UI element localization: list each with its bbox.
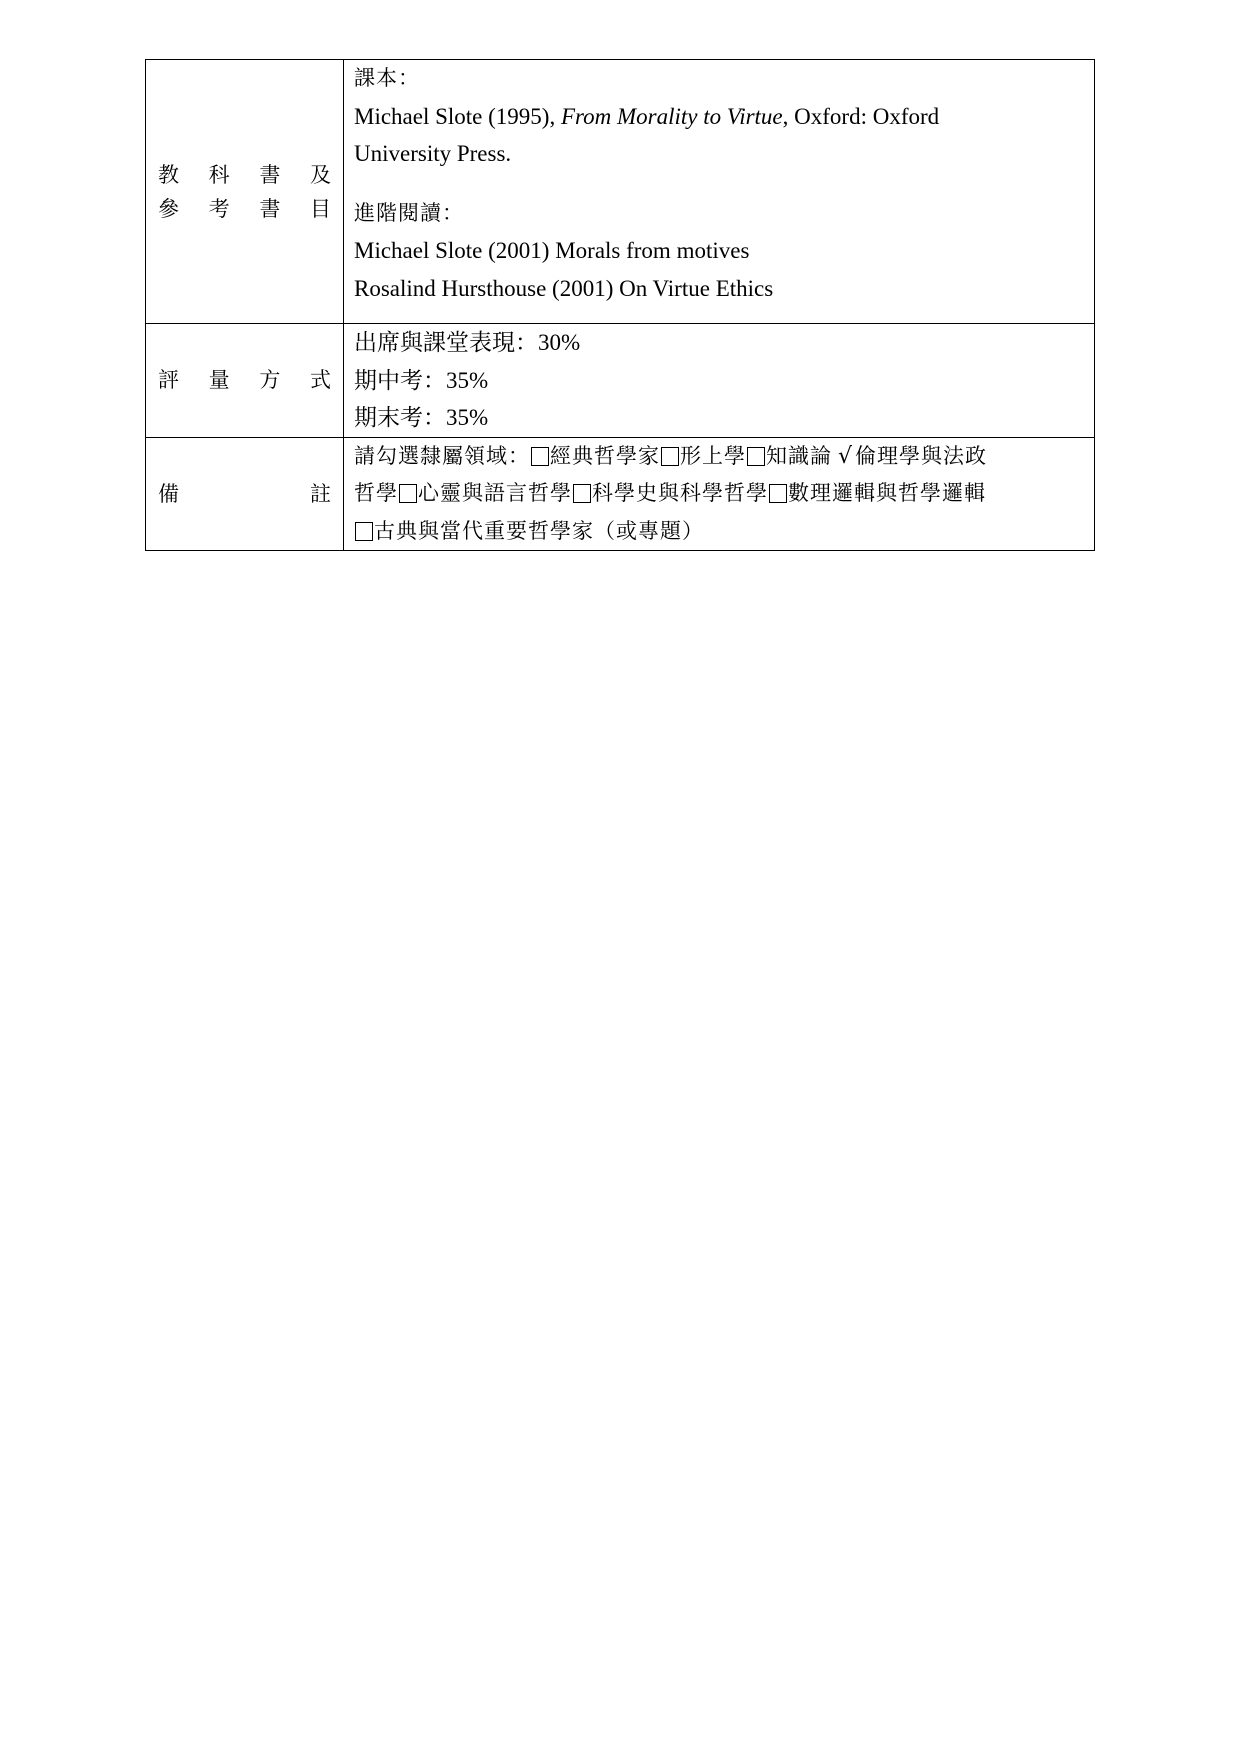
checkbox-metaphysics[interactable] [661,447,679,466]
checkbox-history-philosophy-science[interactable] [573,484,591,503]
assessment-row [146,324,1095,438]
textbook-reference-cont: University Press. [354,141,512,166]
assessment-item: 出席與課堂表現：30% [354,330,581,355]
spacer [354,173,1084,195]
advanced-reading-heading: 進階閱讀： [354,200,464,225]
field-options-line2 [354,475,1084,513]
syllabus-table [145,59,1095,551]
advanced-reference-1: Michael Slote (2001) Morals from motives [354,238,750,263]
textbooks-content-cell [344,60,1095,324]
remarks-label-cell [146,437,344,551]
option-label-ethics-cont: 哲學 [354,481,398,505]
assessment-item: 期末考：35% [354,405,489,430]
checkbox-epistemology[interactable] [747,447,765,466]
option-label: 形上學 [680,443,746,468]
textbook-reference: Michael Slote (1995), From Morality to Virtue, Oxford: Oxford [354,103,940,129]
option-label: 科學史與科學哲學 [592,481,768,505]
option-label: 古典與當代重要哲學家（或專題） [374,518,704,543]
field-options-line3 [354,513,1084,551]
option-label: 心靈與語言哲學 [418,481,572,505]
assessment-label: 評 量 方 式 [158,368,331,393]
checkbox-logic[interactable] [769,484,787,503]
option-label: 數理邏輯與哲學邏輯 [788,481,986,505]
field-prompt: 請勾選隸屬領域： [354,443,530,468]
option-label: 知識論 [766,443,832,468]
remarks-label: 備 註 [158,481,331,506]
checkbox-important-philosophers[interactable] [355,522,373,541]
textbook-heading: 課本： [354,66,420,90]
checkbox-mind-language[interactable] [399,484,417,503]
assessment-content-cell [344,324,1095,438]
option-label-ethics: 倫理學與法政 [855,443,988,468]
field-options-line1 [354,438,1084,476]
option-label: 經典哲學家 [550,443,660,468]
textbooks-label-line2: 參 考 書 目 [158,196,331,221]
assessment-item: 期中考：35% [354,367,489,393]
textbooks-row [146,60,1095,324]
remarks-content-cell [344,437,1095,551]
check-mark-icon[interactable]: √ [838,443,854,469]
advanced-reference-2: Rosalind Hursthouse (2001) On Virtue Ethics [354,275,774,301]
textbooks-label-cell [146,60,344,324]
textbook-title: From Morality to Virtue [560,103,783,129]
assessment-label-cell [146,324,344,438]
textbooks-label-line1: 教 科 書 及 [158,162,331,187]
checkbox-classical-philosophers[interactable] [531,447,549,466]
remarks-row [146,437,1095,551]
